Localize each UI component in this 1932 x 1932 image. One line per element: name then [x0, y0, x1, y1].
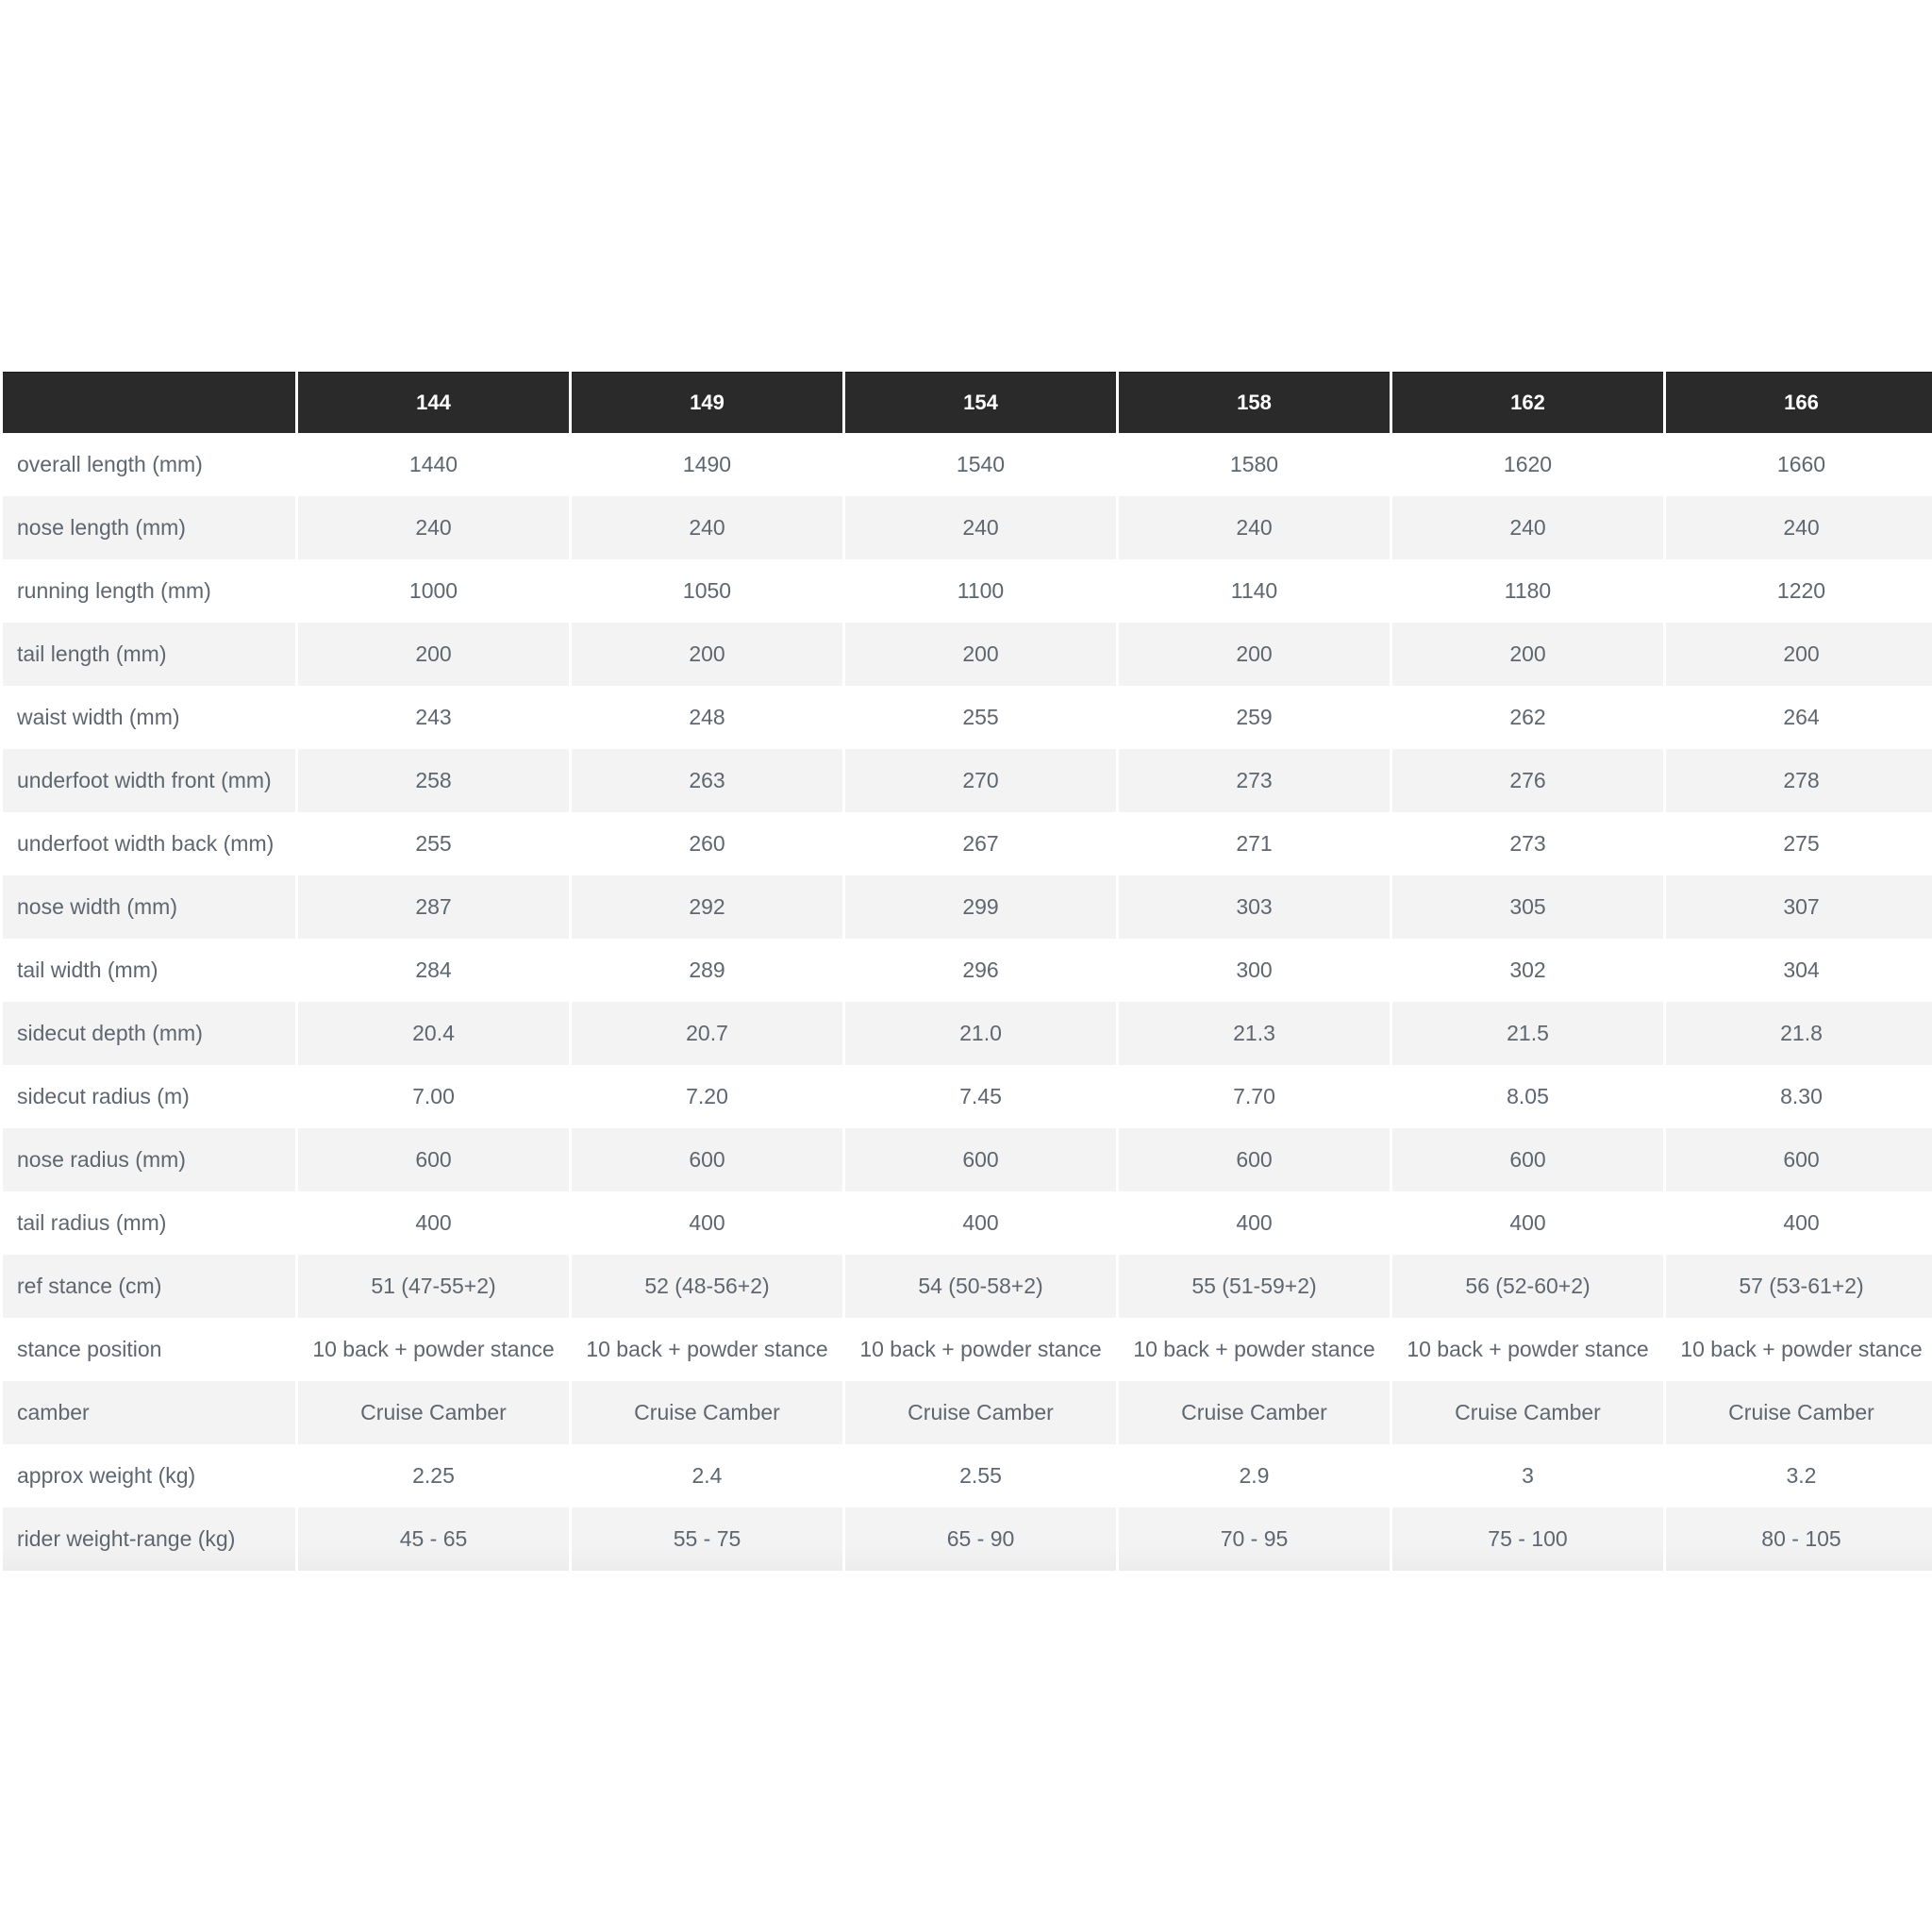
row-label: sidecut radius (m)	[3, 1065, 295, 1128]
table-cell: 65 - 90	[845, 1507, 1116, 1571]
table-cell: 240	[1119, 496, 1390, 559]
table-cell: 263	[572, 749, 842, 812]
table-cell: 1660	[1666, 433, 1932, 496]
table-cell: 1540	[845, 433, 1116, 496]
table-row	[3, 812, 1932, 875]
table-cell: 21.5	[1392, 1002, 1663, 1065]
table-cell: Cruise Camber	[298, 1381, 569, 1444]
size-header-158: 158	[1119, 372, 1390, 433]
size-header-149: 149	[572, 372, 842, 433]
row-label: waist width (mm)	[3, 686, 295, 749]
table-cell: 75 - 100	[1392, 1507, 1663, 1571]
row-label: rider weight-range (kg)	[3, 1507, 295, 1571]
table-row	[3, 496, 1932, 559]
table-cell: 200	[1119, 623, 1390, 686]
table-cell: 1580	[1119, 433, 1390, 496]
table-cell: 200	[845, 623, 1116, 686]
table-cell: 259	[1119, 686, 1390, 749]
header-row	[3, 372, 1932, 433]
table-cell: 255	[845, 686, 1116, 749]
table-cell: 1490	[572, 433, 842, 496]
table-cell: 600	[1119, 1128, 1390, 1191]
table-cell: 2.4	[572, 1444, 842, 1507]
table-cell: 284	[298, 939, 569, 1002]
row-label: approx weight (kg)	[3, 1444, 295, 1507]
table-cell: 200	[572, 623, 842, 686]
table-cell: 1100	[845, 559, 1116, 623]
row-label: sidecut depth (mm)	[3, 1002, 295, 1065]
table-cell: 264	[1666, 686, 1932, 749]
table-row	[3, 559, 1932, 623]
table-cell: 600	[572, 1128, 842, 1191]
table-cell: 240	[845, 496, 1116, 559]
table-cell: 20.4	[298, 1002, 569, 1065]
table-cell: 10 back + powder stance	[298, 1318, 569, 1381]
table-cell: 10 back + powder stance	[1119, 1318, 1390, 1381]
table-cell: 240	[1666, 496, 1932, 559]
table-row	[3, 1065, 1932, 1128]
table-cell: 305	[1392, 875, 1663, 939]
table-cell: 292	[572, 875, 842, 939]
table-cell: 7.70	[1119, 1065, 1390, 1128]
table-cell: 273	[1119, 749, 1390, 812]
table-cell: Cruise Camber	[1392, 1381, 1663, 1444]
row-label: nose length (mm)	[3, 496, 295, 559]
table-cell: 300	[1119, 939, 1390, 1002]
table-cell: 287	[298, 875, 569, 939]
spec-table-body	[3, 433, 1932, 1571]
table-cell: 8.05	[1392, 1065, 1663, 1128]
table-cell: 45 - 65	[298, 1507, 569, 1571]
table-cell: 289	[572, 939, 842, 1002]
table-cell: 273	[1392, 812, 1663, 875]
table-cell: Cruise Camber	[845, 1381, 1116, 1444]
table-cell: 299	[845, 875, 1116, 939]
table-cell: 1050	[572, 559, 842, 623]
table-cell: 240	[298, 496, 569, 559]
table-cell: 1440	[298, 433, 569, 496]
table-cell: 275	[1666, 812, 1932, 875]
table-cell: Cruise Camber	[1119, 1381, 1390, 1444]
size-header-166: 166	[1666, 372, 1932, 433]
table-cell: 296	[845, 939, 1116, 1002]
table-cell: 307	[1666, 875, 1932, 939]
row-label: tail length (mm)	[3, 623, 295, 686]
table-cell: 80 - 105	[1666, 1507, 1932, 1571]
table-cell: 400	[298, 1191, 569, 1255]
table-cell: 600	[298, 1128, 569, 1191]
size-header-154: 154	[845, 372, 1116, 433]
table-cell: 600	[1666, 1128, 1932, 1191]
row-label: underfoot width back (mm)	[3, 812, 295, 875]
table-cell: 51 (47-55+2)	[298, 1255, 569, 1318]
table-cell: 1220	[1666, 559, 1932, 623]
table-row	[3, 1507, 1932, 1571]
table-row	[3, 875, 1932, 939]
table-cell: 21.3	[1119, 1002, 1390, 1065]
table-cell: Cruise Camber	[1666, 1381, 1932, 1444]
table-cell: 303	[1119, 875, 1390, 939]
table-cell: 255	[298, 812, 569, 875]
table-row	[3, 1191, 1932, 1255]
table-row	[3, 686, 1932, 749]
table-cell: 248	[572, 686, 842, 749]
table-cell: 8.30	[1666, 1065, 1932, 1128]
table-cell: 302	[1392, 939, 1663, 1002]
table-cell: 400	[845, 1191, 1116, 1255]
row-label: stance position	[3, 1318, 295, 1381]
table-cell: 600	[845, 1128, 1116, 1191]
table-cell: 200	[298, 623, 569, 686]
table-cell: 262	[1392, 686, 1663, 749]
table-row	[3, 1255, 1932, 1318]
table-cell: 57 (53-61+2)	[1666, 1255, 1932, 1318]
row-label: nose radius (mm)	[3, 1128, 295, 1191]
table-row	[3, 1002, 1932, 1065]
table-cell: 258	[298, 749, 569, 812]
table-cell: 400	[1119, 1191, 1390, 1255]
table-cell: 10 back + powder stance	[1666, 1318, 1932, 1381]
table-cell: 400	[1666, 1191, 1932, 1255]
table-cell: 260	[572, 812, 842, 875]
header-corner-cell	[3, 372, 295, 433]
table-cell: 400	[572, 1191, 842, 1255]
table-cell: 7.20	[572, 1065, 842, 1128]
table-cell: 7.00	[298, 1065, 569, 1128]
table-cell: 1140	[1119, 559, 1390, 623]
table-cell: 10 back + powder stance	[1392, 1318, 1663, 1381]
table-row	[3, 749, 1932, 812]
table-cell: 70 - 95	[1119, 1507, 1390, 1571]
table-cell: 267	[845, 812, 1116, 875]
spec-table	[0, 372, 1932, 1571]
table-cell: 7.45	[845, 1065, 1116, 1128]
table-row	[3, 1444, 1932, 1507]
table-cell: 600	[1392, 1128, 1663, 1191]
table-cell: 200	[1392, 623, 1663, 686]
table-row	[3, 1318, 1932, 1381]
table-cell: 55 (51-59+2)	[1119, 1255, 1390, 1318]
row-label: tail radius (mm)	[3, 1191, 295, 1255]
table-cell: 270	[845, 749, 1116, 812]
table-cell: 21.8	[1666, 1002, 1932, 1065]
table-cell: 240	[572, 496, 842, 559]
row-label: tail width (mm)	[3, 939, 295, 1002]
table-row	[3, 1128, 1932, 1191]
table-cell: 2.25	[298, 1444, 569, 1507]
table-cell: 1000	[298, 559, 569, 623]
table-cell: 2.55	[845, 1444, 1116, 1507]
table-cell: 21.0	[845, 1002, 1116, 1065]
table-cell: 240	[1392, 496, 1663, 559]
row-label: nose width (mm)	[3, 875, 295, 939]
table-cell: 56 (52-60+2)	[1392, 1255, 1663, 1318]
table-row	[3, 1381, 1932, 1444]
table-cell: 276	[1392, 749, 1663, 812]
table-cell: 1180	[1392, 559, 1663, 623]
table-cell: 243	[298, 686, 569, 749]
table-cell: 3	[1392, 1444, 1663, 1507]
table-cell: 20.7	[572, 1002, 842, 1065]
size-header-144: 144	[298, 372, 569, 433]
table-row	[3, 939, 1932, 1002]
table-cell: 200	[1666, 623, 1932, 686]
row-label: camber	[3, 1381, 295, 1444]
table-cell: 55 - 75	[572, 1507, 842, 1571]
table-cell: 2.9	[1119, 1444, 1390, 1507]
table-cell: 304	[1666, 939, 1932, 1002]
table-cell: 400	[1392, 1191, 1663, 1255]
table-row	[3, 623, 1932, 686]
table-row	[3, 433, 1932, 496]
row-label: underfoot width front (mm)	[3, 749, 295, 812]
table-cell: 3.2	[1666, 1444, 1932, 1507]
table-cell: 1620	[1392, 433, 1663, 496]
size-header-162: 162	[1392, 372, 1663, 433]
table-cell: 52 (48-56+2)	[572, 1255, 842, 1318]
table-cell: Cruise Camber	[572, 1381, 842, 1444]
row-label: overall length (mm)	[3, 433, 295, 496]
table-cell: 278	[1666, 749, 1932, 812]
table-cell: 54 (50-58+2)	[845, 1255, 1116, 1318]
table-cell: 271	[1119, 812, 1390, 875]
row-label: running length (mm)	[3, 559, 295, 623]
table-cell: 10 back + powder stance	[572, 1318, 842, 1381]
row-label: ref stance (cm)	[3, 1255, 295, 1318]
table-cell: 10 back + powder stance	[845, 1318, 1116, 1381]
